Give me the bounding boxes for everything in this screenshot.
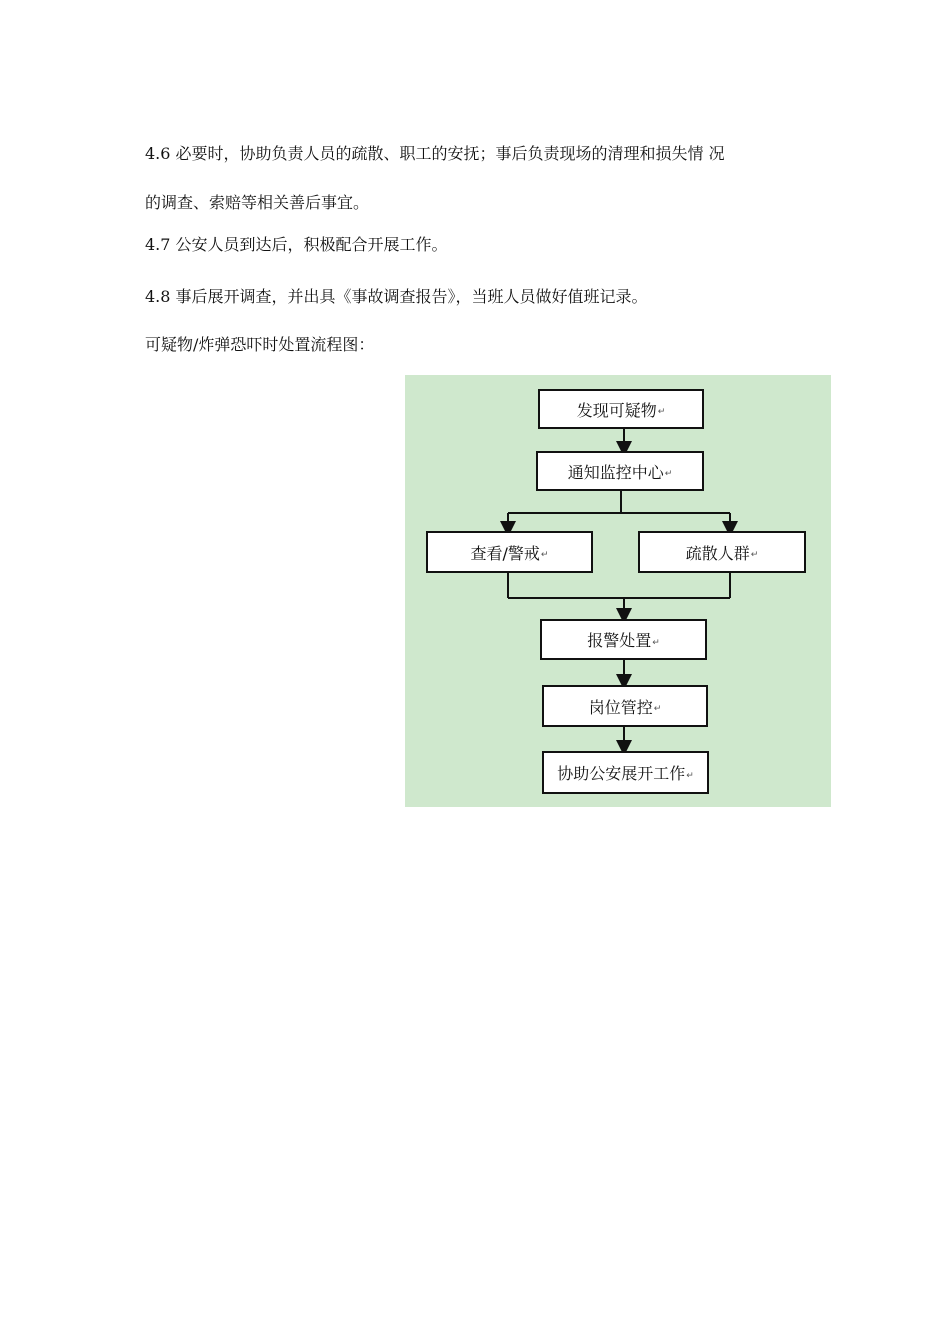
step-alarm-label: 报警处置 (587, 631, 652, 650)
return-mark-icon: ↵ (750, 550, 759, 560)
return-mark-icon: ↵ (657, 407, 666, 417)
paragraph-4-7: 4.7 公安人员到达后，积极配合开展工作。 (145, 235, 448, 254)
step-assist-police (542, 751, 709, 794)
step-discover-label: 发现可疑物 (576, 400, 657, 420)
step-evacuate-crowd (638, 531, 806, 573)
flowchart (405, 375, 831, 807)
step-evacuate-label: 疏散人群 (685, 543, 750, 563)
step-assist-police-label: 协助公安展开工作 (557, 764, 686, 783)
step-post-control (542, 685, 708, 727)
return-mark-icon: ↵ (652, 637, 660, 648)
return-mark-icon: ↵ (686, 770, 694, 781)
step-inspect-guard (426, 531, 593, 573)
return-mark-icon: ↵ (653, 704, 662, 714)
flowchart-connectors (405, 375, 831, 807)
step-discover-suspicious-object (538, 389, 704, 429)
paragraph-4-6-line-1: 4.6 必要时，协助负责人员的疏散、职工的安抚；事后负责现场的清理和损失情 况 (145, 144, 725, 163)
paragraph-4-8: 4.8 事后展开调查，并出具《事故调查报告》，当班人员做好值班记录。 (145, 287, 648, 306)
paragraph-4-6-line-2: 的调查、索赔等相关善后事宜。 (145, 193, 370, 212)
step-notify-monitoring-center (536, 451, 704, 491)
step-notify-label: 通知监控中心 (567, 462, 664, 482)
flowchart-caption: 可疑物/炸弹恐吓时处置流程图： (145, 335, 375, 354)
step-inspect-label: 查看/警戒 (470, 543, 540, 563)
return-mark-icon: ↵ (540, 550, 549, 560)
return-mark-icon: ↵ (664, 469, 673, 479)
step-alarm-handling (540, 619, 707, 660)
step-post-control-label: 岗位管控 (588, 697, 653, 717)
